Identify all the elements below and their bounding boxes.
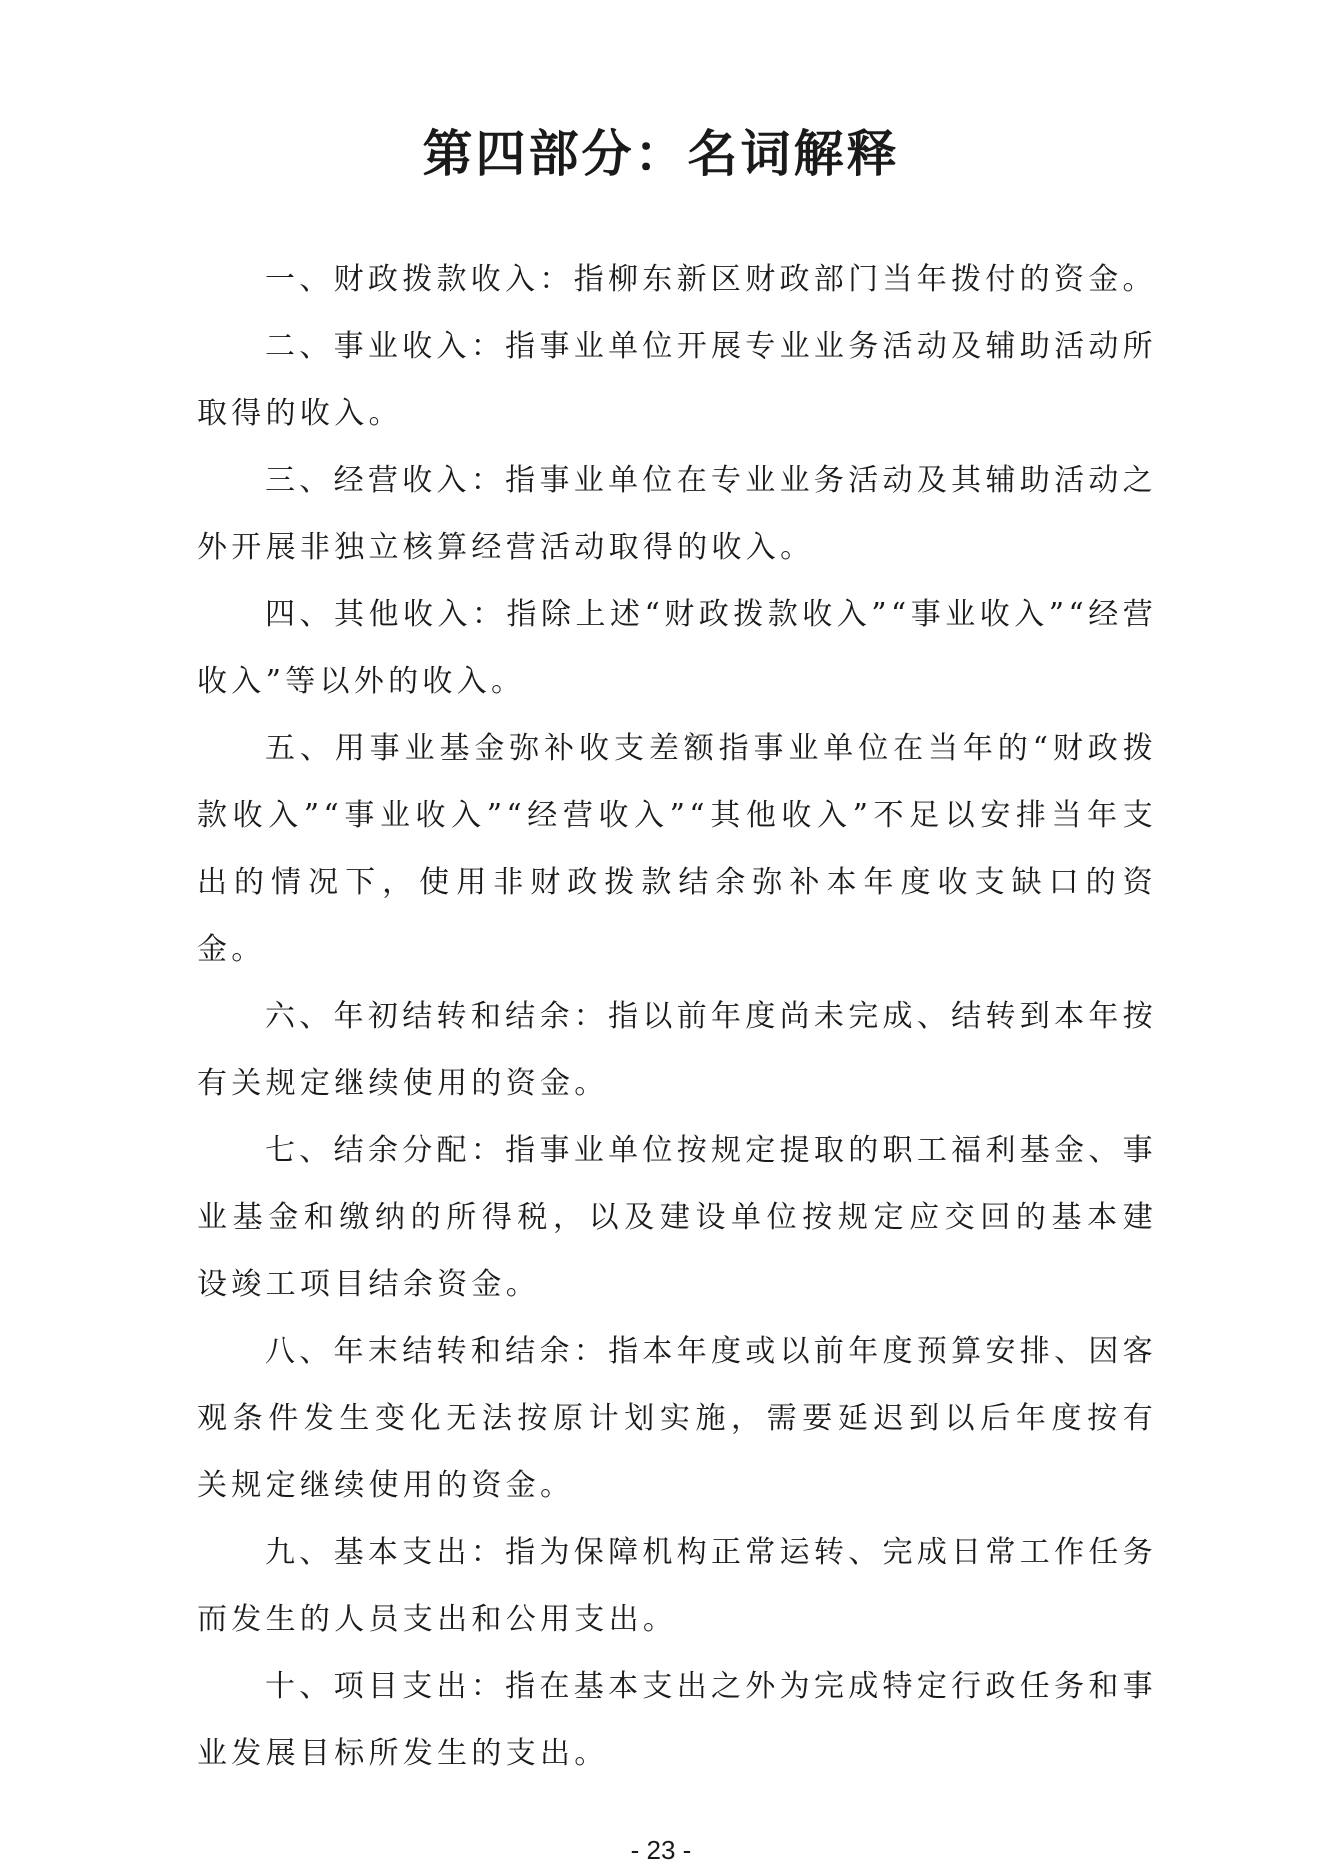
paragraph-business-fund-offset: 五、用事业基金弥补收支差额指事业单位在当年的“财政拨款收入”“事业收入”“经营收入”“其他收入”不足以安排当年支出的情况下，使用非财政拨款结余弥补本年度收支缺口的资金。 <box>197 731 1157 967</box>
paragraph-opening-carryover-balance: 六、年初结转和结余：指以前年度尚未完成、结转到本年按有关规定继续使用的资金。 <box>197 999 1157 1101</box>
paragraph-project-expenditure: 十、项目支出：指在基本支出之外为完成特定行政任务和事业发展目标所发生的支出。 <box>197 1669 1157 1771</box>
paragraph-business-income: 二、事业收入：指事业单位开展专业业务活动及辅助活动所取得的收入。 <box>197 329 1157 431</box>
page-number: - 23 - <box>630 1835 692 1865</box>
paragraph-balance-distribution: 七、结余分配：指事业单位按规定提取的职工福利基金、事业基金和缴纳的所得税，以及建设单位按规定应交回的基本建设竣工项目结余资金。 <box>197 1133 1157 1302</box>
paragraph-fiscal-appropriation-income: 一、财政拨款收入：指柳东新区财政部门当年拨付的资金。 <box>265 262 1157 297</box>
paragraph-operating-income: 三、经营收入：指事业单位在专业业务活动及其辅助活动之外开展非独立核算经营活动取得的收入。 <box>197 463 1157 565</box>
page-title: 第四部分：名词解释 <box>422 125 900 183</box>
paragraph-basic-expenditure: 九、基本支出：指为保障机构正常运转、完成日常工作任务而发生的人员支出和公用支出。 <box>197 1535 1157 1637</box>
paragraph-closing-carryover-balance: 八、年末结转和结余：指本年度或以前年度预算安排、因客观条件发生变化无法按原计划实施，需要延迟到以后年度按有关规定继续使用的资金。 <box>197 1334 1157 1503</box>
document-body <box>197 246 1157 1787</box>
paragraph-other-income: 四、其他收入：指除上述“财政拨款收入”“事业收入”“经营收入”等以外的收入。 <box>197 597 1157 699</box>
